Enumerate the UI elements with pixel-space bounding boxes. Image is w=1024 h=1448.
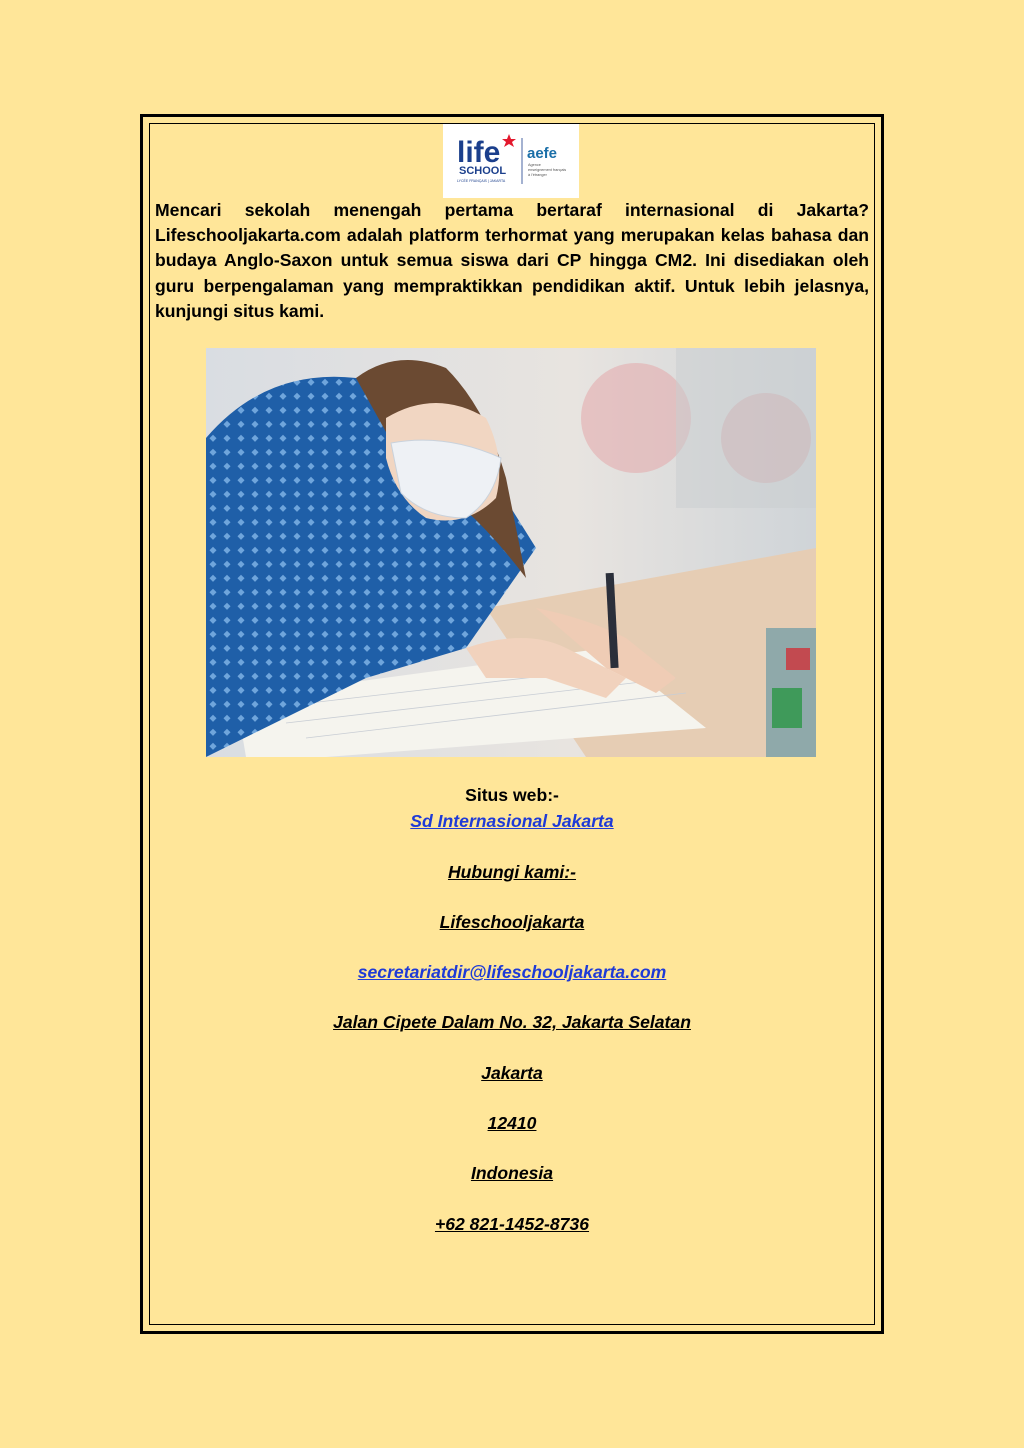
website-link[interactable]: Sd Internasional Jakarta <box>410 811 614 831</box>
phone-text: +62 821-1452-8736 <box>434 1214 590 1234</box>
company-name: Lifeschooljakarta <box>439 912 585 932</box>
logo-partner-text: aefe <box>527 145 558 162</box>
logo-partner-line2: enseignement français <box>528 168 567 172</box>
logo-partner-line1: Agence <box>528 163 541 167</box>
school-logo <box>443 124 579 198</box>
student-writing-photo <box>206 348 816 757</box>
email-link[interactable]: secretariatdir@lifeschooljakarta.com <box>357 962 667 982</box>
logo-brand-text: life <box>457 136 501 169</box>
city-text: Jakarta <box>481 1063 543 1083</box>
postal-code-text: 12410 <box>487 1113 537 1133</box>
logo-partner-line3: à l'étranger <box>528 173 547 177</box>
logo-tagline-text: LYCÉE FRANÇAIS | JAKARTA <box>457 179 506 183</box>
intro-paragraph: Mencari sekolah menengah pertama bertaraf internasional di Jakarta? Lifeschooljakarta.com adalah platform terhormat yang merupakan kelas bahasa dan budaya Anglo-Saxon untuk semua siswa dari CP hingga CM2. Ini disediakan oleh guru berpengalaman yang mempraktikkan pendidikan aktif. Untuk lebih jelasnya, kunjungi situs kami. <box>155 200 869 321</box>
contact-heading: Hubungi kami:- <box>447 862 577 882</box>
address-text: Jalan Cipete Dalam No. 32, Jakarta Selatan <box>333 1012 691 1032</box>
country-text: Indonesia <box>470 1163 554 1183</box>
logo-sub-text: SCHOOL <box>459 165 507 177</box>
website-label: Situs web:- <box>465 785 559 805</box>
